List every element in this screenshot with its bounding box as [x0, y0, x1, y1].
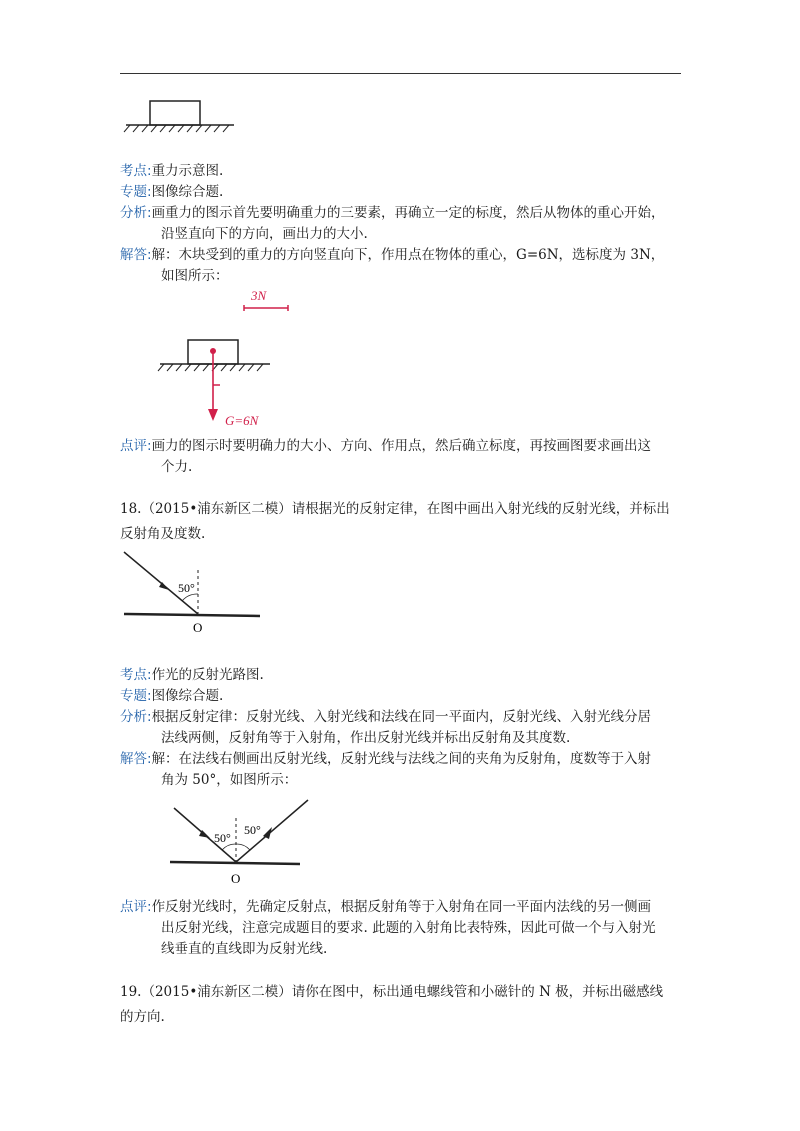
p17-kaodian: 考点:重力示意图. [120, 163, 224, 179]
q18-kaodian: 考点:作光的反射光路图. [120, 667, 264, 683]
q18-dianping-line2: 出反射光线，注意完成题目的要求. 此题的入射角比表特殊，因此可做一个与入射光 [161, 920, 656, 936]
header-rule [120, 73, 681, 74]
q19-stem-line1: 19.（2015•浦东新区二模）请你在图中，标出通电螺线管和小磁针的 N 极，并标出磁感线 [120, 984, 664, 1000]
p17-fenxi: 分析:画重力的图示首先要明确重力的三要素，再确立一定的标度，然后从物体的重心开始， [120, 205, 665, 221]
fig-angle-label: 50° [178, 581, 195, 595]
p17-dianping: 点评:画力的图示时要明确力的大小、方向、作用点，然后确立标度，再按画图要求画出这 [120, 438, 652, 454]
q18-dianping-line3: 线垂直的直线即为反射光线. [161, 941, 328, 957]
force-label: G=6N [225, 413, 259, 428]
p17-fenxi-line2: 沿竖直向下的方向，画出力的大小. [161, 226, 368, 242]
p17-zhuanti: 专题:图像综合题. [120, 184, 224, 200]
scale-bar [244, 305, 288, 311]
q19-stem-line2: 的方向. [120, 1009, 165, 1025]
scale-label: 3N [251, 288, 267, 303]
q18-zhuanti: 专题:图像综合题. [120, 688, 224, 704]
answer-point-label: O [231, 871, 241, 886]
p17-jieda: 解答:解：木块受到的重力的方向竖直向下，作用点在物体的重心，G=6N，选标度为 3N， [120, 247, 665, 263]
reflection-answer-figure [168, 796, 316, 888]
reflection-question-figure [120, 546, 265, 636]
fig-point-label: O [193, 620, 203, 635]
q18-stem-line2: 反射角及度数. [120, 526, 206, 542]
gravity-force-figure [150, 285, 290, 430]
p17-jieda-line2: 如图所示： [161, 268, 229, 284]
q18-dianping: 点评:作反射光线时，先确定反射点，根据反射角等于入射角在同一平面内法线的另一侧画 [120, 899, 652, 915]
q18-fenxi: 分析:根据反射定律：反射光线、入射光线和法线在同一平面内，反射光线、入射光线分居 [120, 709, 652, 725]
p17-dianping-line2: 个力. [161, 459, 193, 475]
q18-jieda-line2: 角为 50°，如图所示： [161, 772, 298, 788]
q18-fenxi-line2: 法线两侧，反射角等于入射角，作出反射光线并标出反射角及其度数. [161, 730, 571, 746]
answer-angle-left: 50° [214, 831, 231, 845]
answer-angle-right: 50° [244, 823, 261, 837]
block-on-ground-figure [120, 95, 240, 135]
q18-stem-line1: 18.（2015•浦东新区二模）请根据光的反射定律，在图中画出入射光线的反射光线，并标出 [120, 501, 670, 517]
q18-jieda: 解答:解：在法线右侧画出反射光线，反射光线与法线之间的夹角为反射角，度数等于入射 [120, 751, 652, 767]
